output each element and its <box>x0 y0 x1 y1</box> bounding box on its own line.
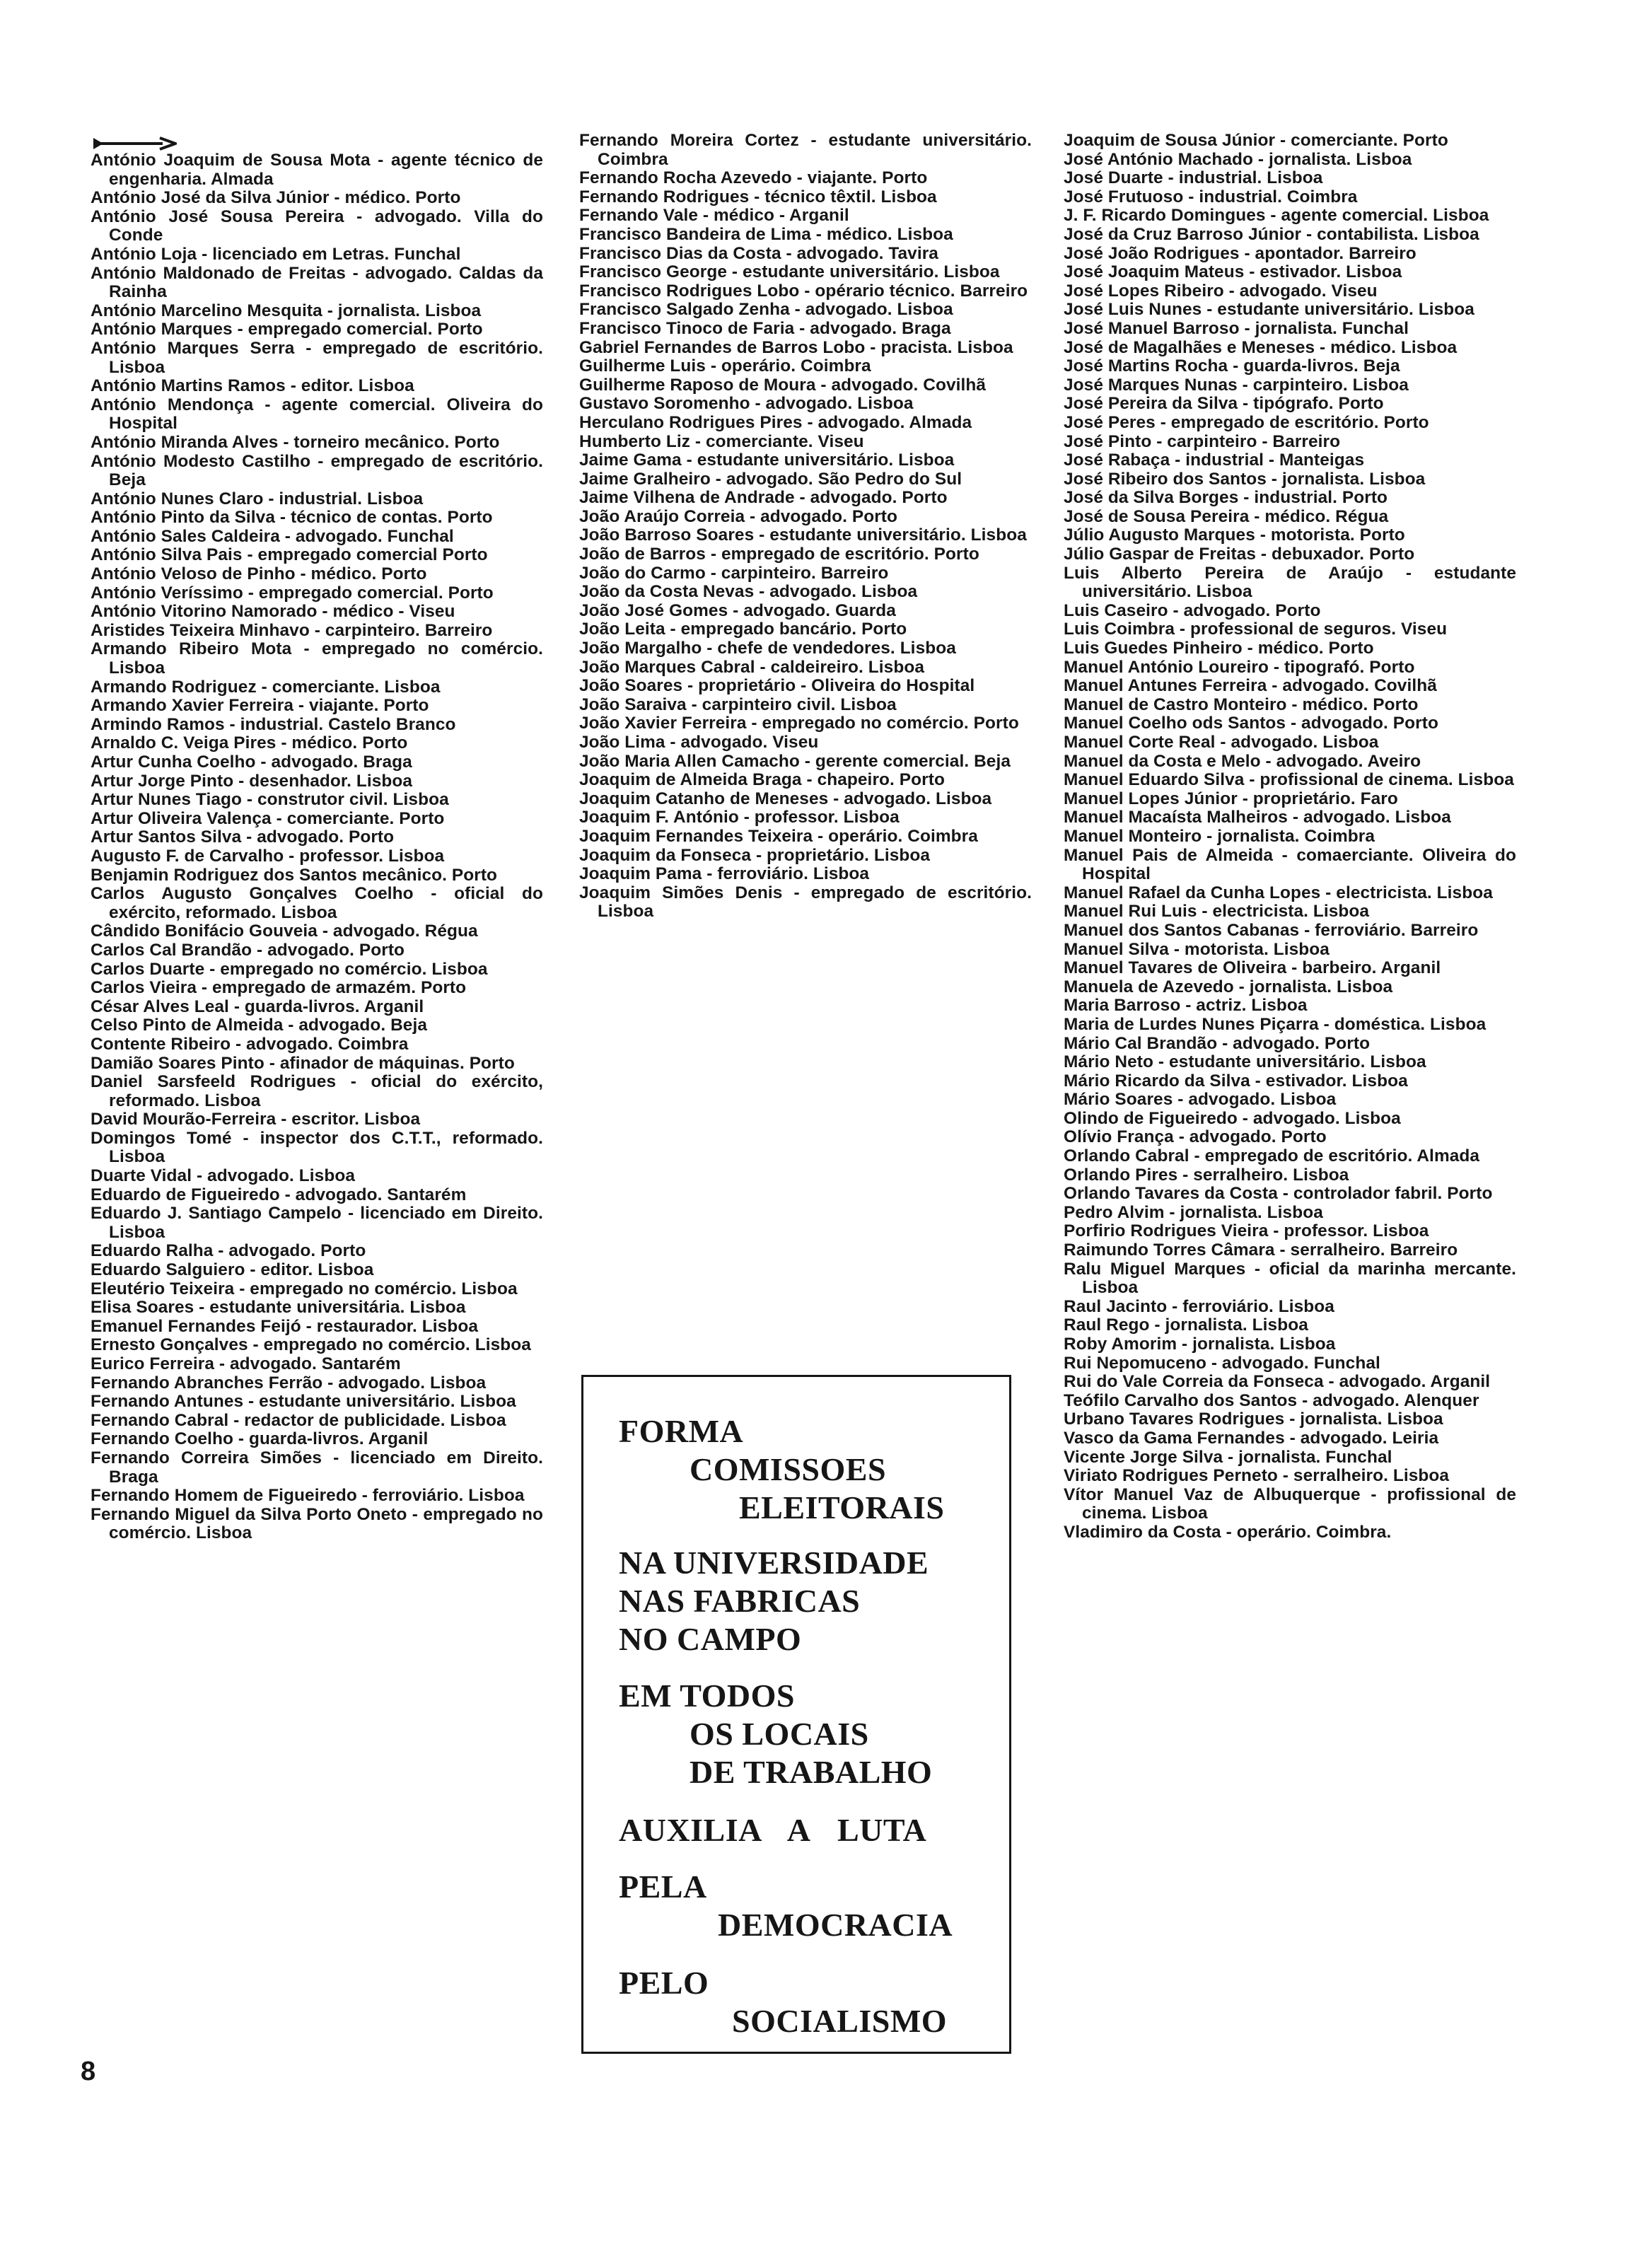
roster-entry: João Barroso Soares - estudante universitário. Lisboa <box>579 525 1027 545</box>
roster-entry: Jaime Gama - estudante universitário. Lisboa <box>579 451 955 470</box>
roster-entry: Fernando Rocha Azevedo - viajante. Porto <box>579 168 928 188</box>
roster-entry: Elisa Soares - estudante universitária. Lisboa <box>91 1298 466 1318</box>
roster-entry: Celso Pinto de Almeida - advogado. Beja <box>91 1016 427 1035</box>
slogan-line: PELO <box>619 1965 709 2001</box>
roster-entry: António Silva Pais - empregado comercial Porto <box>91 545 488 565</box>
roster-entry: António Modesto Castilho - empregado de escritório. Beja <box>91 451 543 490</box>
roster-entry: António Sales Caldeira - advogado. Funchal <box>91 526 454 546</box>
roster-entry: Manuel Lopes Júnior - proprietário. Faro <box>1064 789 1398 808</box>
roster-entry: Eduardo Ralha - advogado. Porto <box>91 1241 366 1261</box>
roster-entry: José Joaquim Mateus - estivador. Lisboa <box>1064 262 1402 282</box>
roster-entry: José Pereira da Silva - tipógrafo. Porto <box>1064 394 1384 414</box>
roster-entry: Manuel dos Santos Cabanas - ferroviário. Barreiro <box>1064 920 1479 940</box>
roster-entry: José António Machado - jornalista. Lisboa <box>1064 149 1412 169</box>
roster-entry: Carlos Vieira - empregado de armazém. Porto <box>91 978 467 998</box>
roster-entry: José de Sousa Pereira - médico. Régua <box>1064 506 1389 526</box>
roster-entry: João Soares - proprietário - Oliveira do Hospital <box>579 676 975 696</box>
roster-entry: Teófilo Carvalho dos Santos - advogado. Alenquer <box>1064 1390 1479 1410</box>
roster-entry: Manuel Rafael da Cunha Lopes - electricista. Lisboa <box>1064 883 1493 902</box>
roster-entry: Cândido Bonifácio Gouveia - advogado. Régua <box>91 922 478 941</box>
roster-entry: Fernando Rodrigues - técnico têxtil. Lisboa <box>579 187 937 207</box>
roster-entry: António Marcelino Mesquita - jornalista. Lisboa <box>91 301 482 320</box>
roster-entry: Manuel Eduardo Silva - profissional de cinema. Lisboa <box>1064 770 1514 790</box>
roster-entry: Artur Oliveira Valença - comerciante. Porto <box>91 808 445 828</box>
roster-entry: João Lima - advogado. Viseu <box>579 733 819 752</box>
roster-entry: Joaquim de Almeida Braga - chapeiro. Porto <box>579 770 945 790</box>
roster-entry: Fernando Cabral - redactor de publicidade. Lisboa <box>91 1410 506 1430</box>
roster-entry: António Nunes Claro - industrial. Lisboa <box>91 489 424 509</box>
roster-entry: Francisco Tinoco de Faria - advogado. Braga <box>579 318 951 338</box>
roster-entry: Manuel da Costa e Melo - advogado. Aveiro <box>1064 751 1421 771</box>
roster-entry: António José da Silva Júnior - médico. Porto <box>91 188 461 208</box>
roster-entry: Armindo Ramos - industrial. Castelo Branco <box>91 714 456 734</box>
roster-entry: António Maldonado de Freitas - advogado. Caldas da Rainha <box>91 263 543 302</box>
roster-entry: Emanuel Fernandes Feijó - restaurador. Lisboa <box>91 1316 479 1336</box>
roster-entry: Arnaldo C. Veiga Pires - médico. Porto <box>91 733 408 753</box>
roster-entry: Raul Jacinto - ferroviário. Lisboa <box>1064 1296 1334 1316</box>
roster-entry: Joaquim da Fonseca - proprietário. Lisboa <box>579 845 931 865</box>
roster-entry: Jaime Vilhena de Andrade - advogado. Porto <box>579 488 948 508</box>
roster-entry: José Rabaça - industrial - Manteigas <box>1064 451 1365 470</box>
roster-entry: Orlando Tavares da Costa - controlador fabril. Porto <box>1064 1184 1493 1204</box>
name-column-1 <box>91 151 543 2103</box>
roster-entry: Artur Cunha Coelho - advogado. Braga <box>91 752 412 772</box>
slogan-line: NO CAMPO <box>619 1621 802 1657</box>
roster-entry: Manuel Coelho ods Santos - advogado. Porto <box>1064 714 1438 733</box>
roster-entry: César Alves Leal - guarda-livros. Arganil <box>91 996 424 1016</box>
roster-entry: João do Carmo - carpinteiro. Barreiro <box>579 563 889 583</box>
roster-entry: Joaquim Catanho de Meneses - advogado. Lisboa <box>579 789 992 808</box>
slogan-line: FORMA <box>619 1413 744 1449</box>
roster-entry: Olívio França - advogado. Porto <box>1064 1127 1327 1147</box>
roster-entry: Daniel Sarsfeeld Rodrigues - oficial do exército, reformado. Lisboa <box>91 1072 543 1110</box>
roster-entry: Manuel Monteiro - jornalista. Coimbra <box>1064 826 1375 846</box>
slogan-line: NAS FABRICAS <box>619 1583 861 1619</box>
roster-entry: Contente Ribeiro - advogado. Coimbra <box>91 1034 409 1054</box>
roster-entry: Fernando Miguel da Silva Porto Oneto - empregado no comércio. Lisboa <box>91 1504 543 1543</box>
roster-entry: José Pinto - carpinteiro - Barreiro <box>1064 431 1341 451</box>
slogan-line: PELA <box>619 1869 707 1905</box>
continuation-arrow-icon <box>92 136 177 151</box>
roster-entry: António Marques - empregado comercial. Porto <box>91 320 483 339</box>
roster-entry: Fernando Moreira Cortez - estudante universitário. Coimbra <box>579 132 1032 169</box>
roster-entry: Manuel António Loureiro - tipografó. Porto <box>1064 657 1415 677</box>
roster-entry: Joaquim Pama - ferroviário. Lisboa <box>579 864 870 884</box>
roster-entry: Aristides Teixeira Minhavo - carpinteiro. Barreiro <box>91 620 493 640</box>
roster-entry: José Duarte - industrial. Lisboa <box>1064 168 1323 188</box>
roster-entry: João Saraiva - carpinteiro civil. Lisboa <box>579 695 897 714</box>
roster-entry: Manuel Rui Luis - electricista. Lisboa <box>1064 902 1370 922</box>
roster-entry: Francisco Dias da Costa - advogado. Tavira <box>579 243 938 263</box>
roster-entry: António Veríssimo - empregado comercial. Porto <box>91 583 494 603</box>
roster-entry: Eduardo de Figueiredo - advogado. Santarém <box>91 1185 467 1204</box>
roster-entry: Duarte Vidal - advogado. Lisboa <box>91 1166 355 1186</box>
roster-entry: Eduardo J. Santiago Campelo - licenciado em Direito. Lisboa <box>91 1204 543 1242</box>
roster-entry: Guilherme Luis - operário. Coimbra <box>579 356 871 376</box>
roster-entry: Augusto F. de Carvalho - professor. Lisboa <box>91 846 445 866</box>
roster-entry: António Joaquim de Sousa Mota - agente técnico de engenharia. Almada <box>91 151 543 189</box>
roster-entry: Eleutério Teixeira - empregado no comércio. Lisboa <box>91 1279 518 1298</box>
roster-entry: José Ribeiro dos Santos - jornalista. Lisboa <box>1064 469 1426 489</box>
roster-entry: João Marques Cabral - caldeireiro. Lisboa <box>579 657 924 677</box>
roster-entry: António José Sousa Pereira - advogado. Villa do Conde <box>91 207 543 245</box>
roster-entry: José Frutuoso - industrial. Coimbra <box>1064 187 1358 207</box>
roster-entry: Manuel Silva - motorista. Lisboa <box>1064 939 1330 959</box>
roster-entry: José da Cruz Barroso Júnior - contabilista. Lisboa <box>1064 224 1479 244</box>
roster-entry: Orlando Cabral - empregado de escritório. Almada <box>1064 1146 1480 1166</box>
roster-entry: Herculano Rodrigues Pires - advogado. Almada <box>579 412 972 432</box>
roster-entry: David Mourão-Ferreira - escritor. Lisboa <box>91 1110 421 1129</box>
roster-entry: Pedro Alvim - jornalista. Lisboa <box>1064 1202 1323 1222</box>
roster-entry: João de Barros - empregado de escritório. Porto <box>579 545 979 564</box>
roster-entry: Rui do Vale Correia da Fonseca - advogado. Arganil <box>1064 1372 1491 1392</box>
roster-entry: João José Gomes - advogado. Guarda <box>579 600 896 620</box>
roster-entry: João da Costa Nevas - advogado. Lisboa <box>579 582 918 602</box>
roster-entry: Joaquim de Sousa Júnior - comerciante. Porto <box>1064 132 1448 150</box>
roster-entry: Eduardo Salguiero - editor. Lisboa <box>91 1260 374 1280</box>
roster-entry: António Martins Ramos - editor. Lisboa <box>91 376 414 396</box>
roster-entry: José da Silva Borges - industrial. Porto <box>1064 488 1388 508</box>
roster-entry: Vladimiro da Costa - operário. Coimbra. <box>1064 1522 1392 1542</box>
roster-entry: Maria Barroso - actriz. Lisboa <box>1064 996 1308 1016</box>
roster-entry: Manuel Antunes Ferreira - advogado. Covilhã <box>1064 676 1437 696</box>
roster-entry: Porfirio Rodrigues Vieira - professor. Lisboa <box>1064 1221 1429 1241</box>
roster-entry: Humberto Liz - comerciante. Viseu <box>579 431 864 451</box>
slogan-line: AUXILIA A LUTA <box>619 1812 927 1848</box>
slogan-line: ELEITORAIS <box>739 1489 945 1526</box>
roster-entry: Luis Caseiro - advogado. Porto <box>1064 600 1321 620</box>
roster-entry: Francisco Bandeira de Lima - médico. Lisboa <box>579 224 953 244</box>
roster-entry: J. F. Ricardo Domingues - agente comercial. Lisboa <box>1064 206 1489 226</box>
roster-entry: José de Magalhães e Meneses - médico. Lisboa <box>1064 337 1458 357</box>
roster-entry: João Leita - empregado bancário. Porto <box>579 620 907 639</box>
slogan-box <box>581 1375 1011 2054</box>
roster-entry: Roby Amorim - jornalista. Lisboa <box>1064 1335 1336 1354</box>
roster-entry: Armando Xavier Ferreira - viajante. Porto <box>91 696 429 716</box>
roster-entry: António Vitorino Namorado - médico - Viseu <box>91 602 455 622</box>
roster-entry: Luis Guedes Pinheiro - médico. Porto <box>1064 639 1374 658</box>
roster-entry: Urbano Tavares Rodrigues - jornalista. Lisboa <box>1064 1410 1443 1429</box>
roster-entry: Júlio Gaspar de Freitas - debuxador. Porto <box>1064 545 1415 564</box>
roster-entry: José Martins Rocha - guarda-livros. Beja <box>1064 356 1400 376</box>
roster-entry: Francisco George - estudante universitário. Lisboa <box>579 262 1000 282</box>
slogan-line: DEMOCRACIA <box>718 1907 953 1943</box>
roster-entry: Francisco Rodrigues Lobo - opérario técnico. Barreiro <box>579 281 1028 301</box>
roster-entry: Joaquim Fernandes Teixeira - operário. Coimbra <box>579 826 978 846</box>
roster-entry: Gabriel Fernandes de Barros Lobo - pracista. Lisboa <box>579 337 1013 357</box>
roster-entry: Maria de Lurdes Nunes Piçarra - doméstica. Lisboa <box>1064 1014 1487 1034</box>
roster-entry: Ralu Miguel Marques - oficial da marinha mercante. Lisboa <box>1064 1259 1516 1298</box>
slogan-line: SOCIALISMO <box>732 2003 948 2039</box>
roster-entry: Carlos Cal Brandão - advogado. Porto <box>91 940 405 960</box>
roster-entry: Fernando Vale - médico - Arganil <box>579 206 849 226</box>
roster-entry: Fernando Antunes - estudante universitário. Lisboa <box>91 1392 516 1412</box>
roster-entry: Domingos Tomé - inspector dos C.T.T., reformado. Lisboa <box>91 1128 543 1167</box>
roster-entry: Armando Rodriguez - comerciante. Lisboa <box>91 677 441 697</box>
roster-entry: Mário Soares - advogado. Lisboa <box>1064 1090 1337 1110</box>
roster-entry: Eurico Ferreira - advogado. Santarém <box>91 1354 401 1373</box>
roster-entry: Joaquim Simões Denis - empregado de escritório. Lisboa <box>579 883 1032 922</box>
slogan-line: DE TRABALHO <box>690 1754 933 1790</box>
roster-entry: Manuel de Castro Monteiro - médico. Porto <box>1064 695 1419 714</box>
roster-entry: Carlos Augusto Gonçalves Coelho - oficial do exército, reformado. Lisboa <box>91 884 543 922</box>
roster-entry: Francisco Salgado Zenha - advogado. Lisboa <box>579 300 953 320</box>
roster-entry: Guilherme Raposo de Moura - advogado. Covilhã <box>579 375 987 395</box>
roster-entry: Luis Coimbra - professional de seguros. Viseu <box>1064 620 1448 639</box>
roster-entry: António Mendonça - agente comercial. Oliveira do Hospital <box>91 395 543 434</box>
page-number: 8 <box>81 2057 96 2086</box>
slogan-line: OS LOCAIS <box>690 1716 869 1752</box>
roster-entry: Artur Santos Silva - advogado. Porto <box>91 827 395 847</box>
roster-entry: Manuela de Azevedo - jornalista. Lisboa <box>1064 977 1393 996</box>
roster-entry: José Lopes Ribeiro - advogado. Viseu <box>1064 281 1378 301</box>
roster-entry: José Marques Nunas - carpinteiro. Lisboa <box>1064 375 1409 395</box>
roster-entry: José João Rodrigues - apontador. Barreiro <box>1064 243 1417 263</box>
roster-entry: Mário Neto - estudante universitário. Lisboa <box>1064 1052 1426 1072</box>
roster-entry: Júlio Augusto Marques - motorista. Porto <box>1064 525 1405 545</box>
roster-entry: João Margalho - chefe de vendedores. Lisboa <box>579 639 956 658</box>
roster-entry: Mário Ricardo da Silva - estivador. Lisboa <box>1064 1071 1408 1091</box>
roster-entry: Manuel Pais de Almeida - comaerciante. Oliveira do Hospital <box>1064 845 1516 884</box>
roster-entry: Fernando Coelho - guarda-livros. Arganil <box>91 1429 429 1449</box>
roster-entry: José Manuel Barroso - jornalista. Funchal <box>1064 318 1409 338</box>
roster-entry: João Maria Allen Camacho - gerente comercial. Beja <box>579 751 1011 771</box>
roster-entry: Manuel Corte Real - advogado. Lisboa <box>1064 733 1379 752</box>
roster-entry: António Loja - licenciado em Letras. Funchal <box>91 244 461 264</box>
roster-entry: Manuel Tavares de Oliveira - barbeiro. Arganil <box>1064 958 1441 978</box>
roster-entry: Luis Alberto Pereira de Araújo - estudante universitário. Lisboa <box>1064 563 1516 602</box>
roster-entry: Carlos Duarte - empregado no comércio. Lisboa <box>91 959 488 979</box>
roster-entry: Artur Nunes Tiago - construtor civil. Lisboa <box>91 790 449 810</box>
roster-entry: Damião Soares Pinto - afinador de máquinas. Porto <box>91 1053 515 1073</box>
roster-entry: Joaquim F. António - professor. Lisboa <box>579 808 900 827</box>
name-column-3 <box>1064 132 1516 2084</box>
roster-entry: Vasco da Gama Fernandes - advogado. Leiria <box>1064 1428 1439 1448</box>
roster-entry: Viriato Rodrigues Perneto - serralheiro. Lisboa <box>1064 1466 1450 1486</box>
roster-entry: Fernando Abranches Ferrão - advogado. Lisboa <box>91 1373 487 1393</box>
roster-entry: Gustavo Soromenho - advogado. Lisboa <box>579 394 914 414</box>
roster-entry: António Miranda Alves - torneiro mecânico. Porto <box>91 432 500 452</box>
roster-entry: António Veloso de Pinho - médico. Porto <box>91 564 427 584</box>
roster-entry: Olindo de Figueiredo - advogado. Lisboa <box>1064 1108 1401 1128</box>
roster-entry: Vítor Manuel Vaz de Albuquerque - profissional de cinema. Lisboa <box>1064 1484 1516 1523</box>
roster-entry: João Araújo Correia - advogado. Porto <box>579 506 898 526</box>
roster-entry: Rui Nepomuceno - advogado. Funchal <box>1064 1353 1380 1373</box>
roster-entry: José Luis Nunes - estudante universitário. Lisboa <box>1064 300 1474 320</box>
roster-entry: Mário Cal Brandão - advogado. Porto <box>1064 1033 1371 1053</box>
roster-entry: António Pinto da Silva - técnico de contas. Porto <box>91 508 493 528</box>
roster-entry: Artur Jorge Pinto - desenhador. Lisboa <box>91 771 413 791</box>
roster-entry: Armando Ribeiro Mota - empregado no comércio. Lisboa <box>91 639 543 678</box>
roster-entry: João Xavier Ferreira - empregado no comércio. Porto <box>579 714 1019 733</box>
roster-entry: Benjamin Rodriguez dos Santos mecânico. Porto <box>91 865 498 885</box>
roster-entry: Vicente Jorge Silva - jornalista. Funchal <box>1064 1447 1392 1467</box>
roster-entry: José Peres - empregado de escritório. Porto <box>1064 412 1429 432</box>
slogan-line: EM TODOS <box>619 1678 795 1714</box>
roster-entry: Orlando Pires - serralheiro. Lisboa <box>1064 1165 1349 1185</box>
roster-entry: Raimundo Torres Câmara - serralheiro. Barreiro <box>1064 1240 1458 1260</box>
roster-entry: Raul Rego - jornalista. Lisboa <box>1064 1315 1308 1335</box>
roster-entry: António Marques Serra - empregado de escritório. Lisboa <box>91 338 543 377</box>
roster-entry: Ernesto Gonçalves - empregado no comércio. Lisboa <box>91 1335 531 1355</box>
roster-entry: Fernando Homem de Figueiredo - ferroviário. Lisboa <box>91 1486 525 1506</box>
roster-entry: Fernando Correira Simões - licenciado em Direito. Braga <box>91 1448 543 1487</box>
slogan-line: NA UNIVERSIDADE <box>619 1545 929 1581</box>
roster-entry: Manuel Macaísta Malheiros - advogado. Lisboa <box>1064 808 1451 827</box>
roster-entry: Jaime Gralheiro - advogado. São Pedro do Sul <box>579 469 962 489</box>
slogan-line: COMISSOES <box>690 1451 887 1487</box>
